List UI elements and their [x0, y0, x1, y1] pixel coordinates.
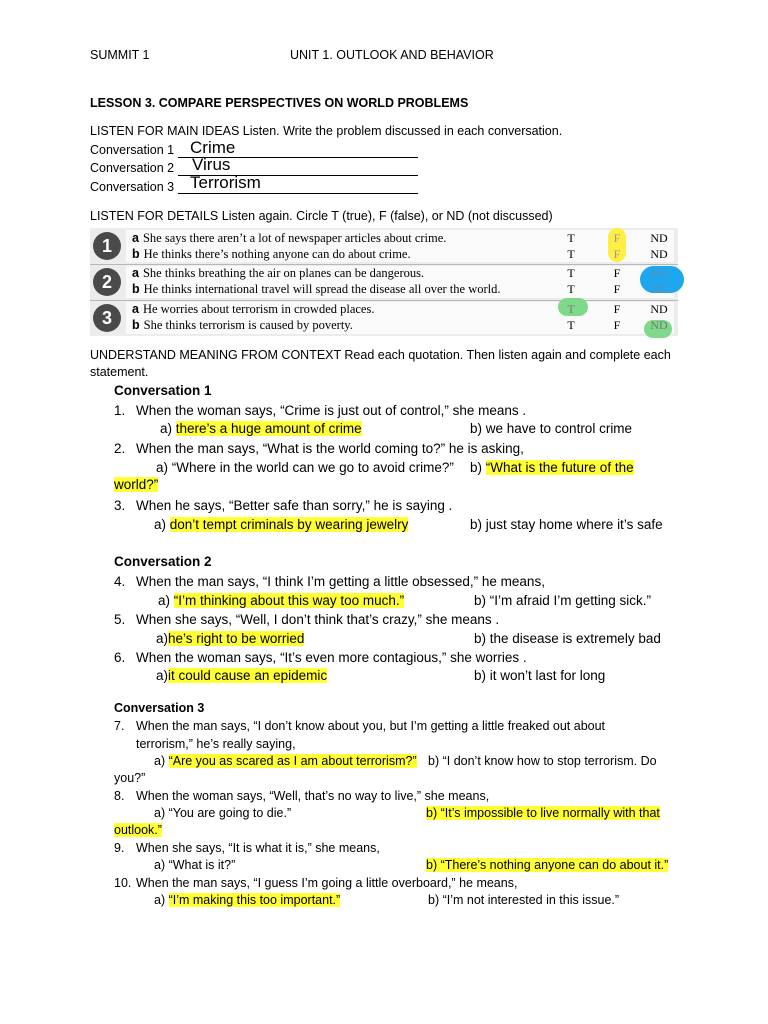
q2-text: When the man says, “What is the world coming to?” he is asking, — [136, 441, 524, 456]
g2b-f[interactable]: F — [613, 282, 621, 296]
conversation-3-label: Conversation 3 — [90, 180, 175, 194]
q5-answer-a: a)he’s right to be worried — [156, 631, 305, 646]
g2a-t[interactable]: T — [567, 266, 575, 280]
q9-answer-a: a) “What is it?” — [154, 858, 236, 872]
q1-number: 1. — [114, 403, 126, 418]
g1b-t[interactable]: T — [567, 247, 575, 261]
context-instruction-line1: UNDERSTAND MEANING FROM CONTEXT Read each quotation. Then listen again and complete each — [90, 348, 671, 362]
q10-answer-a: a) “I’m making this too important.” — [154, 893, 341, 907]
details-instruction: LISTEN FOR DETAILS Listen again. Circle T (true), F (false), or ND (not discussed) — [90, 209, 553, 223]
conversation-2-answer: Virus — [192, 155, 231, 174]
conv1-title: Conversation 1 — [114, 383, 212, 398]
q6-answer-b: b) it won’t last for long — [474, 668, 606, 683]
q2-answer-b-cont: world?” — [114, 477, 159, 492]
g1b-nd[interactable]: ND — [650, 247, 668, 261]
q7-text-line1: When the man says, “I don’t know about you, but I’m getting a little freaked out about — [136, 719, 606, 733]
q7-number: 7. — [114, 719, 125, 733]
conv3-title: Conversation 3 — [114, 701, 205, 715]
q5-text: When she says, “Well, I don’t think that’s crazy,” she means . — [136, 612, 500, 627]
q3-text: When he says, “Better safe than sorry,” he is saying . — [136, 498, 453, 513]
main-ideas-instruction: LISTEN FOR MAIN IDEAS Listen. Write the problem discussed in each conversation. — [90, 124, 563, 138]
group-3-row-a: a He worries about terrorism in crowded places. — [132, 302, 375, 316]
q10-number: 10. — [114, 876, 132, 890]
q1-answer-a: a) there’s a huge amount of crime — [160, 421, 362, 436]
q8-text: When the woman says, “Well, that’s no way to live,” she means, — [136, 789, 490, 803]
q4-answer-b: b) “I’m afraid I’m getting sick.” — [474, 593, 652, 608]
q8-answer-b: b) “It’s impossible to live normally with that — [426, 806, 660, 820]
q8-number: 8. — [114, 789, 125, 803]
q9-number: 9. — [114, 841, 125, 855]
q4-text: When the man says, “I think I’m getting a little obsessed,” he means, — [136, 574, 545, 589]
g3b-f[interactable]: F — [613, 318, 621, 332]
g2a-f[interactable]: F — [613, 266, 621, 280]
q3-answer-a: a) don’t tempt criminals by wearing jewelry — [154, 517, 409, 532]
group-3-row-b: b She thinks terrorism is caused by poverty. — [132, 318, 353, 332]
q1-answer-b: b) we have to control crime — [470, 421, 633, 436]
group-1-badge: 1 — [93, 232, 121, 260]
q6-number: 6. — [114, 650, 126, 665]
q3-answer-b: b) just stay home where it’s safe — [470, 517, 663, 532]
q2-number: 2. — [114, 441, 126, 456]
q7-text-line2: terrorism,” he’s really saying, — [136, 737, 296, 751]
q2-answer-b: b) “What is the future of the — [470, 460, 634, 475]
g1b-f[interactable]: F — [613, 247, 621, 261]
g1a-nd[interactable]: ND — [650, 231, 668, 245]
q10-answer-b: b) “I’m not interested in this issue.” — [428, 893, 620, 907]
conversation-2-label: Conversation 2 — [90, 161, 175, 175]
q3-number: 3. — [114, 498, 126, 513]
g1a-f[interactable]: F — [613, 231, 621, 245]
q7-answer-b: b) “I don’t know how to stop terrorism. Do — [428, 754, 657, 768]
header-left: SUMMIT 1 — [90, 48, 150, 62]
conversation-3-blank — [178, 193, 418, 194]
g2a-nd[interactable]: ND — [650, 266, 668, 280]
context-instruction-line2: statement. — [90, 365, 149, 379]
g3b-t[interactable]: T — [567, 318, 575, 332]
g3a-nd[interactable]: ND — [650, 302, 668, 316]
g3a-t[interactable]: T — [567, 302, 575, 316]
group-1-row-b: b He thinks there’s nothing anyone can do about crime. — [132, 247, 411, 261]
conversation-1-answer: Crime — [190, 138, 236, 157]
group-2-row-b: b He thinks international travel will spread the disease all over the world. — [132, 282, 501, 296]
true-false-table — [90, 228, 678, 336]
q9-answer-b: b) “There’s nothing anyone can do about it.” — [426, 858, 669, 872]
q1-text: When the woman says, “Crime is just out of control,” she means . — [136, 403, 527, 418]
q10-text: When the man says, “I guess I’m going a little overboard,” he means, — [136, 876, 518, 890]
g2b-t[interactable]: T — [567, 282, 575, 296]
q7-answer-b-cont: you?” — [114, 771, 146, 785]
group-1-row-a: a She says there aren’t a lot of newspaper articles about crime. — [132, 231, 447, 245]
q7-answer-a: a) “Are you as scared as I am about terrorism?” — [154, 754, 417, 768]
conversation-3-answer: Terrorism — [190, 173, 261, 192]
q9-text: When she says, “It is what it is,” she means, — [136, 841, 380, 855]
g1a-t[interactable]: T — [567, 231, 575, 245]
q4-number: 4. — [114, 574, 126, 589]
g2b-nd[interactable]: ND — [650, 282, 668, 296]
group-2-badge: 2 — [93, 268, 121, 296]
g3b-nd[interactable]: ND — [650, 318, 668, 332]
lesson-title: LESSON 3. COMPARE PERSPECTIVES ON WORLD PROBLEMS — [90, 96, 469, 110]
q6-text: When the woman says, “It’s even more contagious,” she worries . — [136, 650, 527, 665]
q8-answer-a: a) “You are going to die.” — [154, 806, 292, 820]
group-2-row-a: a She thinks breathing the air on planes can be dangerous. — [132, 266, 425, 280]
conversation-1-label: Conversation 1 — [90, 143, 175, 157]
q4-answer-a: a) “I’m thinking about this way too much.” — [158, 593, 405, 608]
q6-answer-a: a)it could cause an epidemic — [156, 668, 328, 683]
header-center: UNIT 1. OUTLOOK AND BEHAVIOR — [290, 48, 494, 62]
q8-answer-b-cont: outlook.” — [114, 823, 162, 837]
q5-number: 5. — [114, 612, 126, 627]
group-3-badge: 3 — [93, 304, 121, 332]
conv2-title: Conversation 2 — [114, 554, 212, 569]
q5-answer-b: b) the disease is extremely bad — [474, 631, 661, 646]
g3a-f[interactable]: F — [613, 302, 621, 316]
q2-answer-a: a) “Where in the world can we go to avoid crime?” — [156, 460, 454, 475]
